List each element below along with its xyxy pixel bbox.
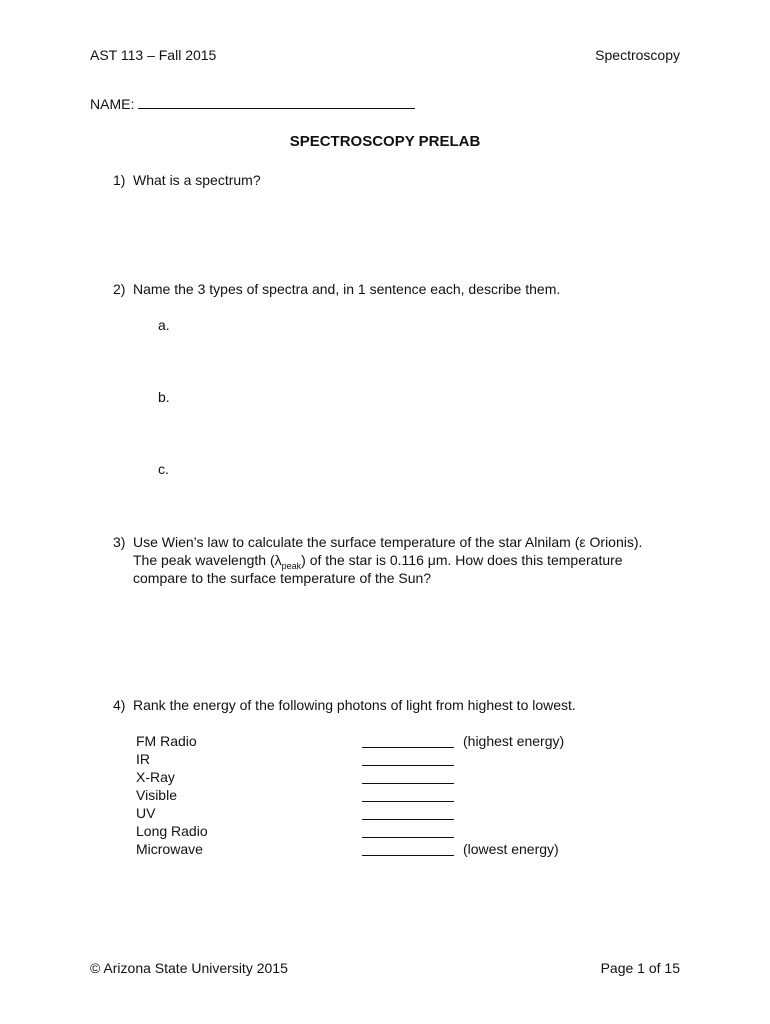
footer-page-number: Page 1 of 15	[600, 960, 680, 976]
page-title: SPECTROSCOPY PRELAB	[289, 133, 481, 150]
photon-label: X-Ray	[136, 769, 175, 785]
rank-answer-blank[interactable]	[362, 747, 454, 748]
question-1-number: 1)	[113, 172, 126, 188]
rank-answer-blank[interactable]	[362, 837, 454, 838]
photon-label: FM Radio	[136, 733, 197, 749]
question-4-number: 4)	[113, 697, 126, 713]
question-1	[113, 172, 261, 188]
lambda-peak-subscript: peak	[281, 560, 302, 571]
question-3-line-2-post: ) of the star is 0.116 μm. How does this temperature	[301, 552, 623, 568]
header-course: AST 113 – Fall 2015	[90, 47, 217, 63]
highest-energy-note: (highest energy)	[463, 733, 565, 749]
photon-label: Visible	[136, 787, 177, 803]
photon-label: IR	[136, 751, 150, 767]
question-4	[113, 697, 576, 713]
question-3-line-2	[133, 552, 623, 571]
rank-answer-blank[interactable]	[362, 765, 454, 766]
question-3-line-1: Use Wien’s law to calculate the surface temperature of the star Alnilam (ε Orionis).	[133, 534, 643, 550]
question-3-number: 3)	[113, 534, 126, 550]
rank-answer-blank[interactable]	[362, 783, 454, 784]
question-2-item-a: a.	[158, 317, 170, 333]
question-3-line-3: compare to the surface temperature of the Sun?	[133, 570, 432, 586]
lowest-energy-note: (lowest energy)	[463, 841, 559, 857]
question-3-line-2-pre: The peak wavelength (λ	[133, 552, 282, 568]
question-2-text: Name the 3 types of spectra and, in 1 sentence each, describe them.	[133, 281, 561, 297]
header-topic: Spectroscopy	[595, 47, 680, 63]
footer-copyright: © Arizona State University 2015	[90, 960, 288, 976]
question-4-text: Rank the energy of the following photons of light from highest to lowest.	[133, 697, 576, 713]
name-label: NAME:	[90, 96, 135, 112]
photon-label: Long Radio	[136, 823, 208, 839]
rank-answer-blank[interactable]	[362, 819, 454, 820]
name-field	[90, 94, 415, 112]
question-2-item-b: b.	[158, 389, 170, 405]
question-2-item-c: c.	[158, 461, 169, 477]
photon-label: Microwave	[136, 841, 203, 857]
name-blank-line[interactable]	[138, 94, 415, 109]
rank-answer-blank[interactable]	[362, 801, 454, 802]
question-3	[113, 534, 642, 550]
question-2	[113, 281, 560, 297]
rank-answer-blank[interactable]	[362, 855, 454, 856]
question-2-number: 2)	[113, 281, 126, 297]
photon-label: UV	[136, 805, 156, 821]
question-1-text: What is a spectrum?	[133, 172, 261, 188]
